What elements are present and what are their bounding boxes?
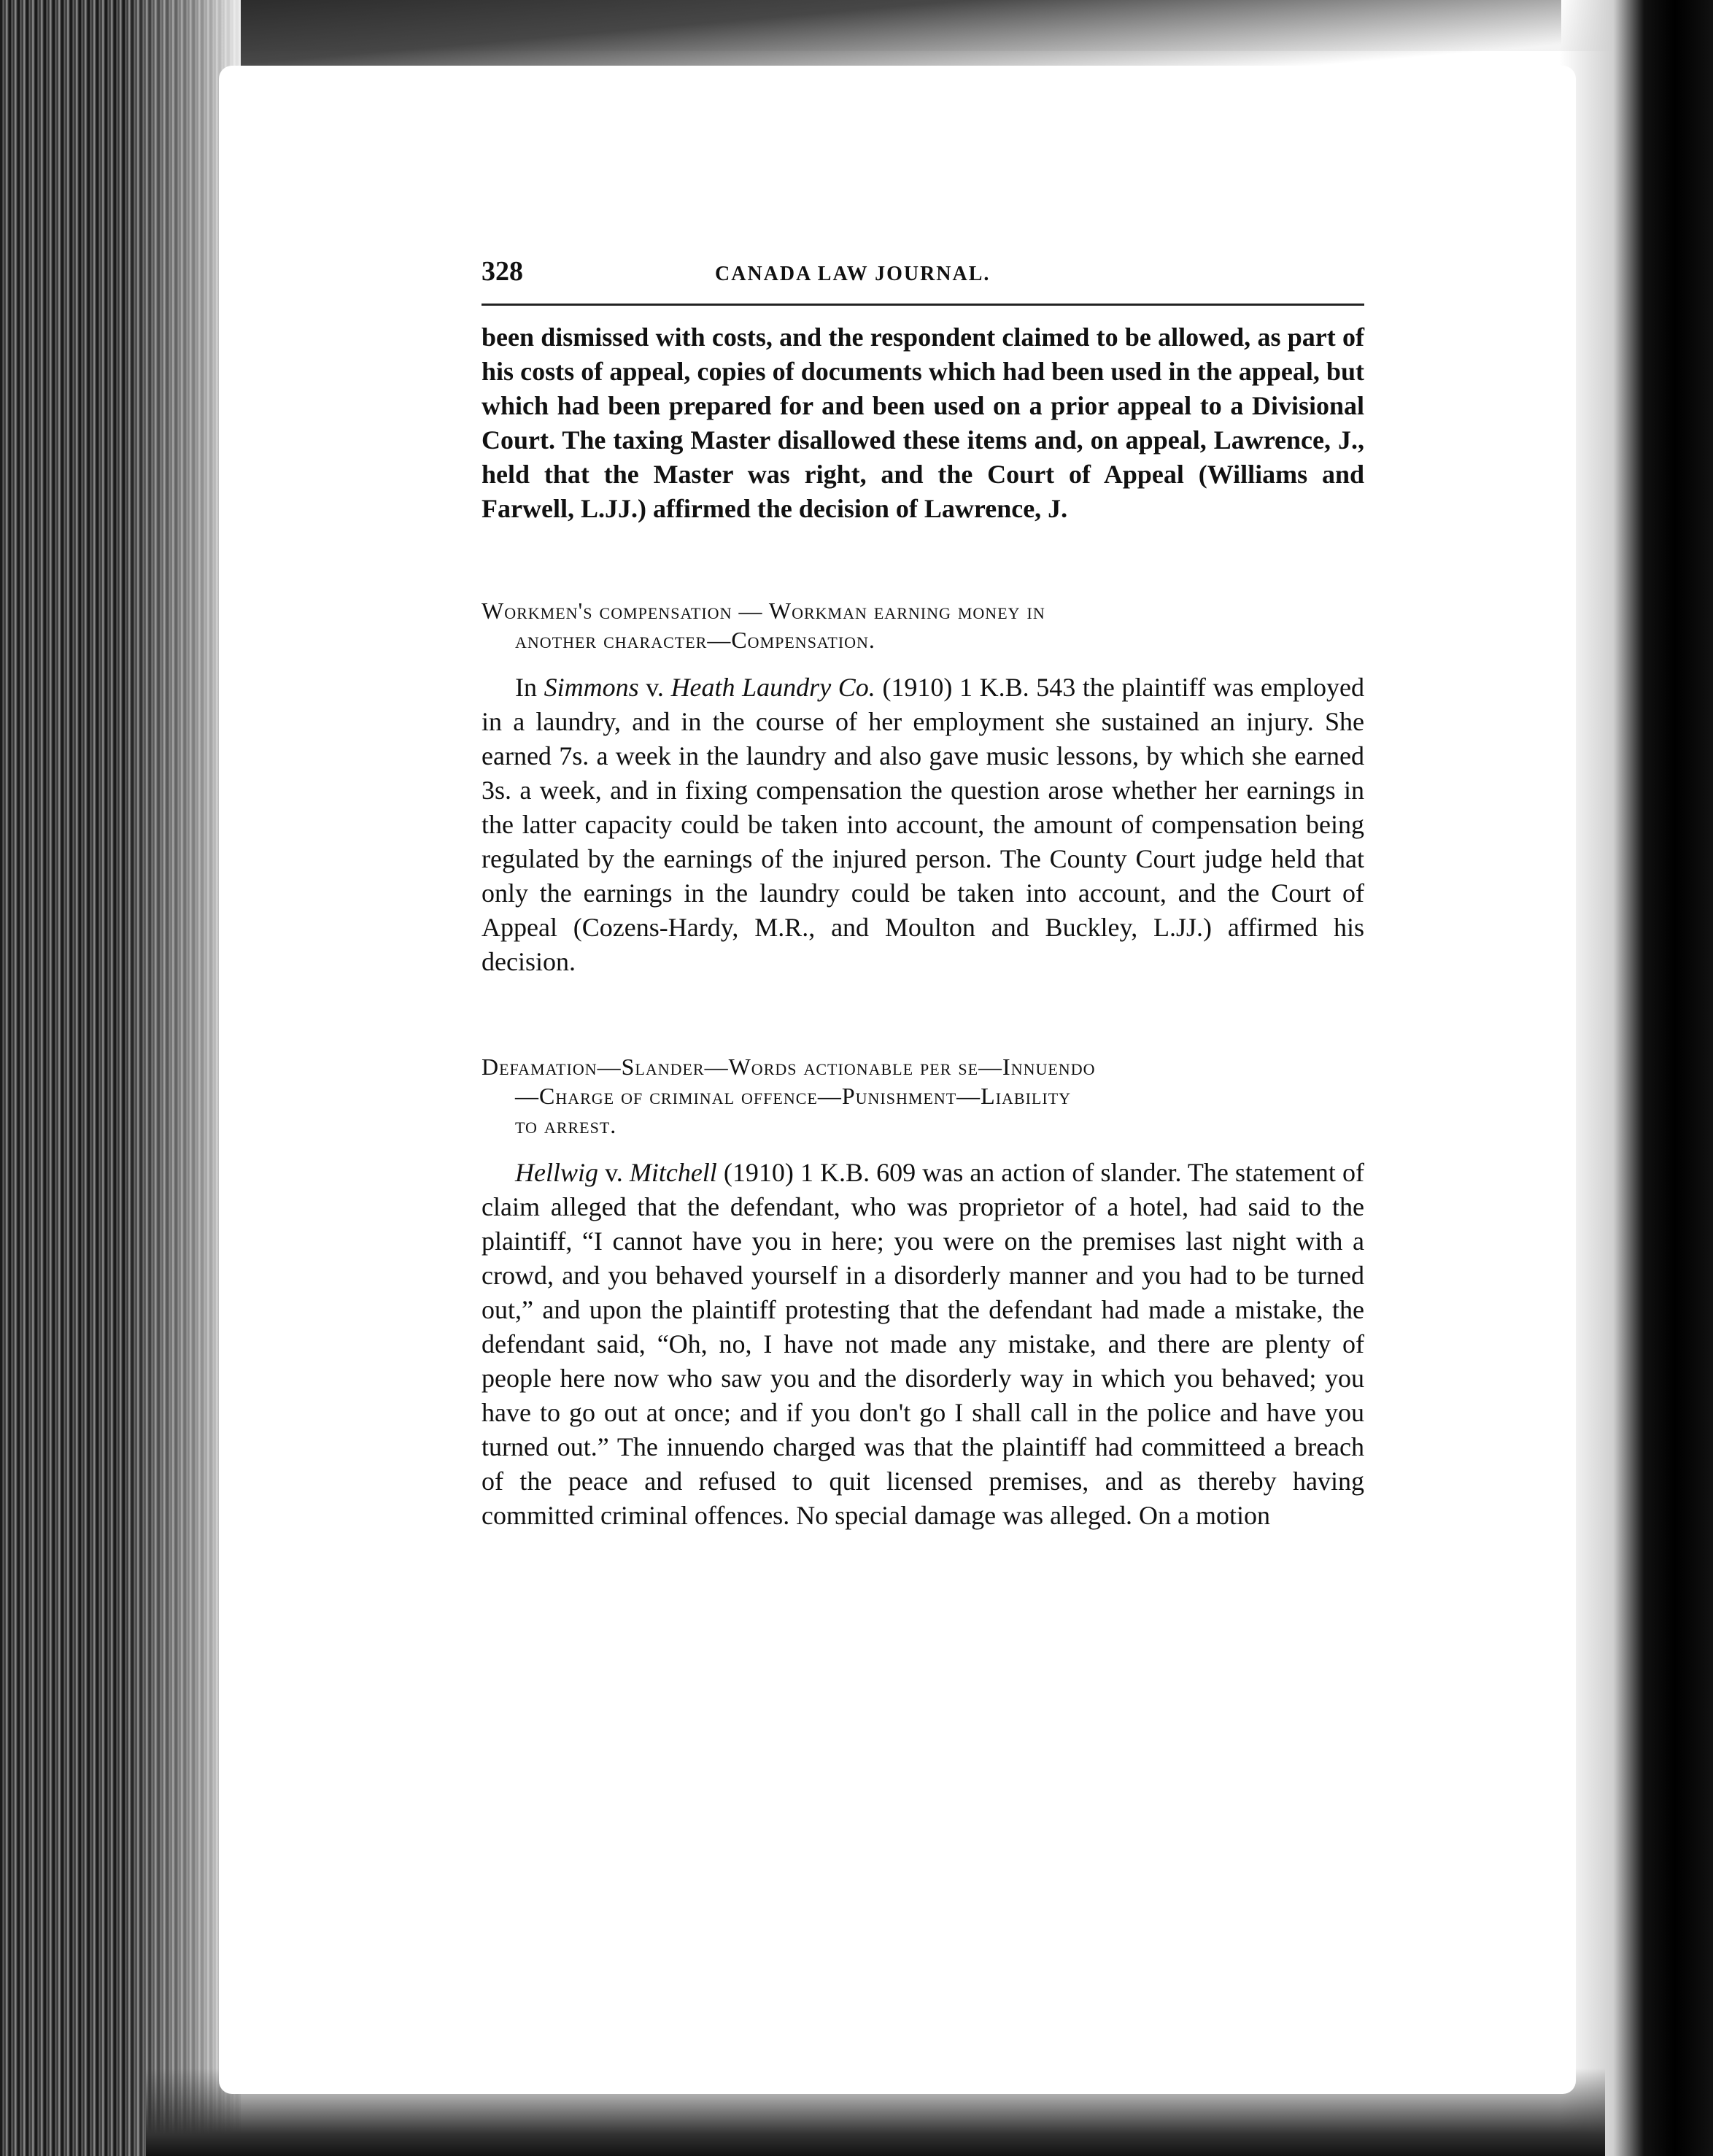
para-intro: In	[515, 673, 537, 702]
case-versus: v.	[646, 673, 664, 702]
case-party: Mitchell	[629, 1158, 717, 1187]
section-gap	[482, 526, 1364, 596]
section-heading-defamation	[482, 1052, 1364, 1140]
heading-line: Defamation—Slander—Words actionable per se—Innuendo	[482, 1054, 1096, 1080]
section-heading-workmen	[482, 596, 1364, 654]
paragraph-simmons	[482, 671, 1364, 979]
heading-line: another character—Compensation.	[515, 627, 875, 653]
heading-line: to arrest.	[515, 1112, 617, 1138]
para-body: (1910) 1 K.B. 609 was an action of slander. The statement of claim alleged that the defendant, who was proprietor of a hotel, had said to the plaintiff, “I cannot have you in here; you were on the premises last night with a crowd, and you behaved yourself in a disorderly manner and you had to be turned out,” and upon the plaintiff protesting that the defendant had made a mistake, the defendant said, “Oh, no, I have not made any mistake, and there are plenty of people here now who saw you and the disorderly way in which you behaved; you have to go out at once; and if you don't go I shall call in the police and have you turned out.” The innuendo charged was that the plaintiff had committeed a breach of the peace and refused to quit licensed premises, and as thereby having committed criminal offences. No special damage was alleged. On a motion	[482, 1158, 1365, 1530]
running-head	[482, 255, 1364, 296]
text-column	[482, 255, 1364, 1533]
paragraph-hellwig	[482, 1156, 1364, 1533]
continued-paragraph: been dismissed with costs, and the respondent claimed to be allowed, as part of his costs of appeal, copies of documents which had been used in the appeal, but which had been prepared for and been used on a prior appeal to a Divisional Court. The taxing Master disallowed these items and, on appeal, Lawrence, J., held that the Master was right, and the Court of Appeal (Williams and Farwell, L.JJ.) affirmed the decision of Lawrence, J.	[482, 322, 1364, 523]
heading-line: —Charge of criminal offence—Punishment—Liability	[515, 1083, 1072, 1109]
case-party: Hellwig	[515, 1158, 598, 1187]
case-versus: v.	[605, 1158, 623, 1187]
heading-line: Workmen's compensation — Workman earning money in	[482, 598, 1045, 624]
journal-title: CANADA LAW JOURNAL.	[715, 263, 991, 285]
book-gutter-left	[0, 0, 241, 2156]
case-party: Heath Laundry Co.	[670, 673, 875, 702]
heading-gap	[482, 654, 1364, 671]
page-number: 328	[482, 256, 523, 287]
case-party: Simmons	[544, 673, 639, 702]
book-edge-right	[1560, 0, 1713, 2156]
para-body: (1910) 1 K.B. 543 the plaintiff was employed in a laundry, and in the course of her employment she sustained an injury. She earned 7s. a week in the laundry and also gave music lessons, by which she earned 3s. a week, and in fixing compensation the question arose whether her earnings in the latter capacity could be taken into account, the amount of compensation being regulated by the earnings of the injured person. The County Court judge held that only the earnings in the laundry could be taken into account, and the Court of Appeal (Cozens-Hardy, M.R., and Moulton and Buckley, L.JJ.) affirmed his decision.	[482, 673, 1365, 976]
heading-gap	[482, 1140, 1364, 1156]
header-rule	[482, 304, 1364, 306]
section-gap	[482, 979, 1364, 1052]
